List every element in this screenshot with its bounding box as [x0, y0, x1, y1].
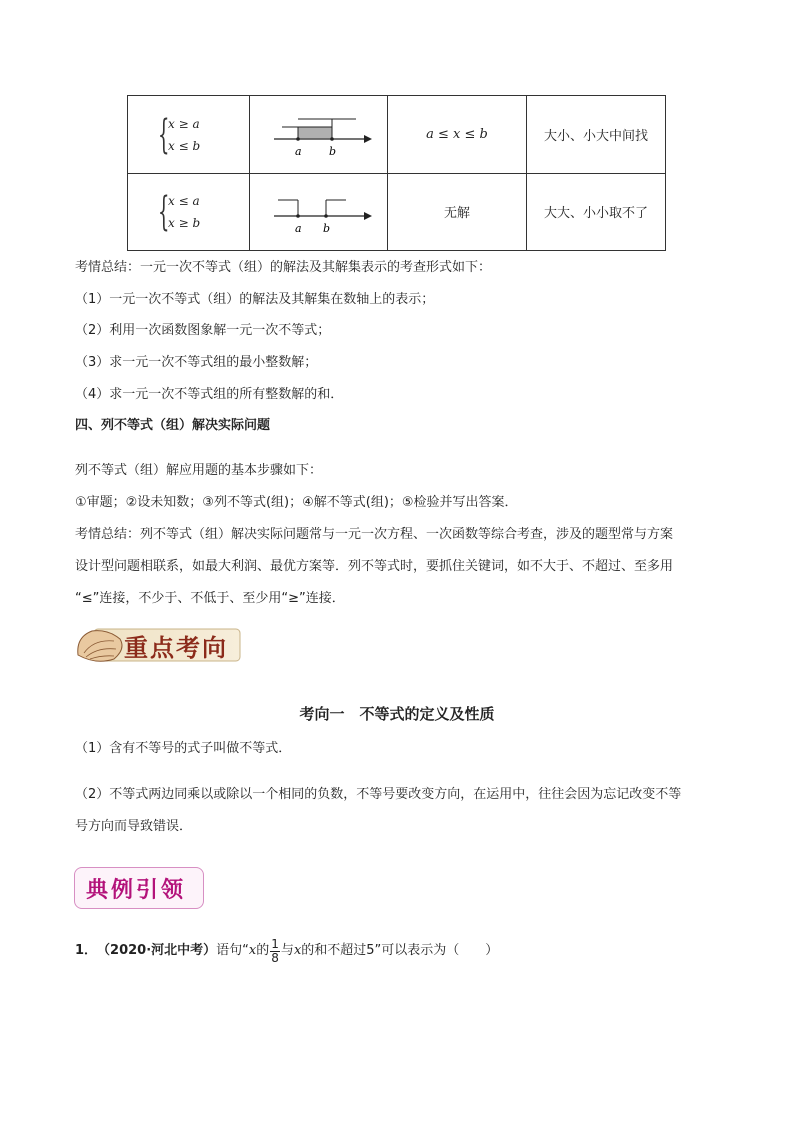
fraction-one-eighth — [270, 938, 280, 965]
number-line-cell — [250, 96, 388, 173]
badge-title: 重点考向 — [124, 633, 228, 662]
point-a-label: a — [294, 144, 302, 158]
solution-set-cell: 无解 — [388, 173, 527, 250]
inequality-system — [158, 111, 201, 158]
steps-list: ①审题；②设未知数；③列不等式(组)；④解不等式(组)；⑤检验并写出答案． — [75, 495, 518, 510]
question-text: 的 — [256, 943, 270, 958]
variable-x: x — [248, 943, 257, 958]
property-text-line-2: 号方向而导致错误． — [75, 819, 193, 834]
number-line-cell — [250, 173, 388, 250]
list-item: （2）利用一次函数图象解一元一次不等式； — [75, 323, 331, 338]
brace-icon: { — [158, 188, 170, 235]
variable-x: x — [293, 943, 302, 958]
exam-summary-2-line-1: 考情总结：列不等式（组）解决实际问题常与一元一次方程、一次函数等综合考查，涉及的题型常与方案 — [75, 527, 674, 542]
system-line-1: x ≥ a — [168, 116, 200, 131]
steps-intro: 列不等式（组）解应用题的基本步骤如下： — [75, 463, 323, 478]
mnemonic-cell: 大小、小大中间找 — [543, 129, 648, 144]
mnemonic-cell: 大大、小小取不了 — [543, 206, 648, 221]
point-b-label: b — [322, 221, 330, 235]
point-a-label: a — [294, 221, 302, 235]
system-line-2: x ≥ b — [168, 215, 201, 230]
question-text: 语句“ — [216, 943, 249, 958]
system-line-1: x ≤ a — [168, 193, 200, 208]
definition-text: （1）含有不等号的式子叫做不等式． — [75, 741, 292, 756]
key-direction-badge — [74, 625, 242, 665]
topic-title: 考向一 不等式的定义及性质 — [299, 705, 495, 723]
question-text: 与 — [280, 943, 294, 958]
fraction-denominator: 8 — [271, 950, 279, 965]
list-item: （3）求一元一次不等式组的最小整数解； — [75, 355, 318, 370]
solution-set-cell: a ≤ x ≤ b — [388, 96, 527, 173]
list-item: （4）求一元一次不等式组的所有整数解的和． — [75, 387, 344, 402]
fraction-numerator: 1 — [271, 936, 279, 951]
table-row — [128, 96, 665, 174]
exam-summary-2-line-2: 设计型问题相联系，如最大利润、最优方案等．列不等式时，要抓住关键词，如不大于、不超过、至多用 — [75, 559, 674, 574]
inequality-system-cell — [128, 173, 250, 250]
number-line-diagram — [264, 182, 374, 242]
badge-title: 典例引领 — [86, 877, 187, 903]
inequality-system-cell — [128, 96, 250, 173]
exam-summary-2-line-3: “≤”连接，不少于、不低于、至少用“≥”连接． — [75, 591, 345, 606]
brace-icon: { — [158, 111, 170, 158]
property-text-line-1: （2）不等式两边同乘以或除以一个相同的负数，不等号要改变方向，在运用中，往往会因为忘记改变不等 — [75, 787, 682, 802]
question-number: 1． — [75, 943, 98, 958]
solution-set-table — [127, 95, 666, 251]
number-line-diagram — [264, 105, 374, 165]
table-row — [128, 173, 665, 250]
question-source: （2020·河北中考） — [97, 943, 217, 958]
list-item: （1）一元一次不等式（组）的解法及其解集在数轴上的表示； — [75, 292, 435, 307]
question-text: 的和不超过5”可以表示为（ ） — [301, 943, 499, 958]
example-badge — [74, 867, 204, 909]
system-line-2: x ≤ b — [168, 138, 201, 153]
exam-summary-1: 考情总结：一元一次不等式（组）的解法及其解集表示的考查形式如下： — [75, 260, 492, 275]
section-heading: 四、列不等式（组）解决实际问题 — [75, 418, 271, 433]
point-b-label: b — [328, 144, 336, 158]
question-1 — [75, 936, 498, 966]
inequality-system — [158, 188, 201, 235]
